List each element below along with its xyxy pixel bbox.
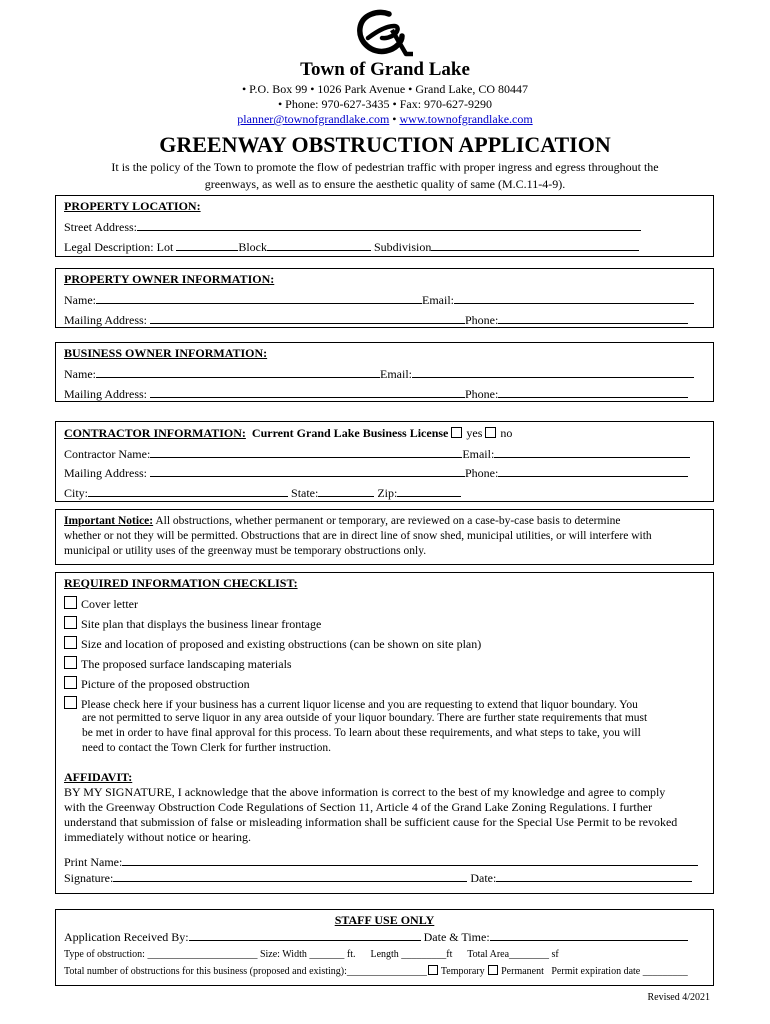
property-location-section bbox=[55, 195, 714, 257]
town-name: Town of Grand Lake bbox=[300, 59, 470, 80]
subdivision-label: Subdivision bbox=[373, 240, 432, 254]
business-owner-mailing-field[interactable] bbox=[150, 386, 465, 398]
checklist-label-1: Cover letter bbox=[81, 597, 138, 611]
zip-label: Zip: bbox=[377, 486, 398, 500]
contractor-heading-row bbox=[64, 426, 512, 441]
property-owner-name-label: Name: bbox=[64, 293, 96, 307]
property-owner-name-row bbox=[64, 292, 694, 308]
subdivision-field[interactable] bbox=[431, 239, 639, 251]
checklist-heading: REQUIRED INFORMATION CHECKLIST: bbox=[64, 576, 298, 590]
business-owner-section bbox=[55, 342, 714, 402]
town-phone-fax: • Phone: 970-627-3435 • Fax: 970-627-9290 bbox=[277, 97, 493, 111]
city-field[interactable] bbox=[88, 485, 288, 497]
license-no-label: no bbox=[500, 426, 513, 440]
contractor-mailing-label: Mailing Address: bbox=[64, 466, 147, 480]
checklist-label-3: Size and location of proposed and existing obstructions (can be shown on site plan) bbox=[81, 637, 482, 651]
checkbox-landscaping[interactable] bbox=[64, 656, 77, 669]
type-label: Type of obstruction: ______________________ bbox=[64, 949, 258, 960]
business-owner-mailing-label: Mailing Address: bbox=[64, 387, 147, 401]
legal-description-row bbox=[64, 239, 639, 255]
contractor-heading: CONTRACTOR INFORMATION: bbox=[64, 426, 246, 440]
contractor-section bbox=[55, 421, 714, 502]
block-field[interactable] bbox=[267, 239, 371, 251]
town-address: • P.O. Box 99 • 1026 Park Avenue • Grand Lake, CO 80447 bbox=[241, 82, 529, 96]
business-owner-phone-label: Phone: bbox=[465, 387, 499, 401]
property-owner-mailing-label: Mailing Address: bbox=[64, 313, 147, 327]
property-owner-section bbox=[55, 268, 714, 328]
contractor-name-row bbox=[64, 446, 690, 462]
liquor-line-1: Please check here if your business has a current liquor license and you are requesting to extend that liquor boundary. You bbox=[81, 699, 638, 711]
link-separator: • bbox=[389, 112, 400, 126]
business-owner-phone-field[interactable] bbox=[498, 386, 688, 398]
contractor-city-row bbox=[64, 485, 461, 501]
block-label: Block bbox=[238, 240, 267, 254]
notice-line-2: whether or not they will be permitted. Obstructions that are in direct line of snow shed, municipal utilities, or will interfere with bbox=[64, 530, 652, 542]
checklist-label-4: The proposed surface landscaping materials bbox=[81, 657, 292, 671]
street-address-label: Street Address: bbox=[64, 220, 137, 234]
affidavit-line-1: BY MY SIGNATURE, I acknowledge that the above information is correct to the best of my knowledge and agree to comply bbox=[64, 785, 666, 799]
permanent-label: Permanent bbox=[501, 966, 544, 977]
received-field[interactable] bbox=[189, 929, 421, 941]
total-area-label: Total Area________ sf bbox=[467, 949, 559, 960]
contractor-name-label: Contractor Name: bbox=[64, 447, 151, 461]
total-count-label: Total number of obstructions for this business (proposed and existing):________________ bbox=[64, 966, 427, 977]
property-owner-email-field[interactable] bbox=[454, 292, 694, 304]
business-owner-name-row bbox=[64, 366, 694, 382]
business-owner-email-label: Email: bbox=[380, 367, 412, 381]
contractor-mailing-row bbox=[64, 465, 688, 481]
policy-line-1: It is the policy of the Town to promote the flow of pedestrian traffic with proper ingress and egress throughout the bbox=[111, 160, 659, 174]
town-logo bbox=[352, 8, 416, 58]
notice-text-1: All obstructions, whether permanent or temporary, are reviewed on a case-by-case basis to determine bbox=[153, 515, 621, 527]
email-link[interactable]: planner@townofgrandlake.com bbox=[237, 112, 390, 126]
business-owner-name-field[interactable] bbox=[96, 366, 380, 378]
temporary-label: Temporary bbox=[440, 966, 485, 977]
checkbox-site-plan[interactable] bbox=[64, 616, 77, 629]
checklist-item-size-location bbox=[64, 636, 481, 652]
checkbox-liquor-license[interactable] bbox=[64, 696, 77, 709]
print-name-label: Print Name: bbox=[64, 855, 123, 869]
notice-heading: Important Notice: bbox=[64, 515, 154, 527]
important-notice-section bbox=[55, 509, 714, 565]
business-license-label: Current Grand Lake Business License bbox=[251, 426, 449, 440]
checkbox-cover-letter[interactable] bbox=[64, 596, 77, 609]
date-time-field[interactable] bbox=[490, 929, 688, 941]
property-owner-mailing-row bbox=[64, 312, 688, 328]
street-address-row bbox=[64, 219, 641, 235]
business-owner-heading: BUSINESS OWNER INFORMATION: bbox=[64, 346, 268, 360]
policy-line-2: greenways, as well as to ensure the aesthetic quality of same (M.C.11-4-9). bbox=[204, 177, 566, 191]
expiration-label: Permit expiration date _________ bbox=[551, 966, 688, 977]
permanent-checkbox[interactable] bbox=[488, 965, 498, 975]
checklist-item-picture bbox=[64, 676, 250, 692]
staff-use-section bbox=[55, 909, 714, 986]
revised-date: Revised 4/2021 bbox=[647, 992, 710, 1003]
license-yes-label: yes bbox=[466, 426, 483, 440]
state-label: State: bbox=[291, 486, 319, 500]
contractor-phone-label: Phone: bbox=[465, 466, 499, 480]
property-location-heading: PROPERTY LOCATION: bbox=[64, 199, 201, 213]
contractor-email-field[interactable] bbox=[494, 446, 690, 458]
date-label: Date: bbox=[470, 871, 497, 885]
checklist-item-cover-letter bbox=[64, 596, 138, 612]
checkbox-picture[interactable] bbox=[64, 676, 77, 689]
property-owner-phone-field[interactable] bbox=[498, 312, 688, 324]
contractor-mailing-field[interactable] bbox=[150, 465, 465, 477]
notice-line-1 bbox=[64, 514, 709, 529]
checklist-label-5: Picture of the proposed obstruction bbox=[81, 677, 250, 691]
business-owner-name-label: Name: bbox=[64, 367, 96, 381]
license-yes-checkbox[interactable] bbox=[451, 427, 462, 438]
contractor-phone-field[interactable] bbox=[498, 465, 688, 477]
affidavit-heading: AFFIDAVIT: bbox=[64, 770, 133, 784]
business-owner-email-field[interactable] bbox=[412, 366, 694, 378]
received-label: Application Received By: bbox=[64, 930, 189, 944]
license-no-checkbox[interactable] bbox=[485, 427, 496, 438]
property-owner-heading: PROPERTY OWNER INFORMATION: bbox=[64, 272, 275, 286]
property-owner-mailing-field[interactable] bbox=[150, 312, 465, 324]
signature-field[interactable] bbox=[113, 870, 467, 882]
notice-line-3: municipal or utility uses of the greenway must be temporary obstructions only. bbox=[64, 545, 427, 557]
business-owner-mailing-row bbox=[64, 386, 688, 402]
contact-links bbox=[0, 112, 770, 127]
street-address-field[interactable] bbox=[137, 219, 641, 231]
date-time-label: Date & Time: bbox=[423, 930, 490, 944]
affidavit-line-4: immediately without notice or hearing. bbox=[64, 830, 251, 844]
website-link[interactable]: www.townofgrandlake.com bbox=[399, 112, 533, 126]
temporary-checkbox[interactable] bbox=[428, 965, 438, 975]
length-label: Length _________ft bbox=[370, 949, 453, 960]
checklist-item-site-plan bbox=[64, 616, 321, 632]
signature-row bbox=[64, 870, 692, 886]
received-row bbox=[64, 929, 688, 945]
size-width-label: Size: Width _______ ft. bbox=[259, 949, 356, 960]
liquor-line-4: need to contact the Town Clerk for further instruction. bbox=[82, 742, 332, 754]
state-field[interactable] bbox=[318, 485, 374, 497]
date-field[interactable] bbox=[496, 870, 692, 882]
staff-heading: STAFF USE ONLY bbox=[334, 913, 435, 927]
affidavit-line-3: understand that submission of false or misleading information shall be sufficient cause for the Special Use Permit to be revoked bbox=[64, 815, 678, 829]
checkbox-size-location[interactable] bbox=[64, 636, 77, 649]
checklist-affidavit-section bbox=[55, 572, 714, 894]
property-owner-name-field[interactable] bbox=[96, 292, 422, 304]
print-name-field[interactable] bbox=[122, 854, 698, 866]
signature-label: Signature: bbox=[64, 871, 114, 885]
affidavit-line-2: with the Greenway Obstruction Code Regulations of Section 11, Article 4 of the Grand Lake Zoning Regulations. I further bbox=[64, 800, 653, 814]
checklist-item-landscaping bbox=[64, 656, 292, 672]
city-label: City: bbox=[64, 486, 89, 500]
lot-field[interactable] bbox=[176, 239, 238, 251]
zip-field[interactable] bbox=[397, 485, 461, 497]
liquor-line-2: are not permitted to serve liquor in any area outside of your liquor boundary. There are further state requirements that must bbox=[82, 712, 648, 724]
property-owner-phone-label: Phone: bbox=[465, 313, 499, 327]
legal-lot-label: Legal Description: Lot bbox=[64, 240, 174, 254]
form-title: GREENWAY OBSTRUCTION APPLICATION bbox=[159, 132, 611, 157]
print-name-row bbox=[64, 854, 698, 870]
contractor-email-label: Email: bbox=[462, 447, 495, 461]
obstruction-dims-row bbox=[64, 948, 709, 961]
checklist-label-2: Site plan that displays the business linear frontage bbox=[81, 617, 322, 631]
liquor-line-3: be met in order to have final approval for this process. To learn about these requirements, and what steps to take, you will bbox=[82, 727, 641, 739]
contractor-name-field[interactable] bbox=[150, 446, 462, 458]
obstruction-count-row bbox=[64, 965, 688, 978]
property-owner-email-label: Email: bbox=[422, 293, 454, 307]
